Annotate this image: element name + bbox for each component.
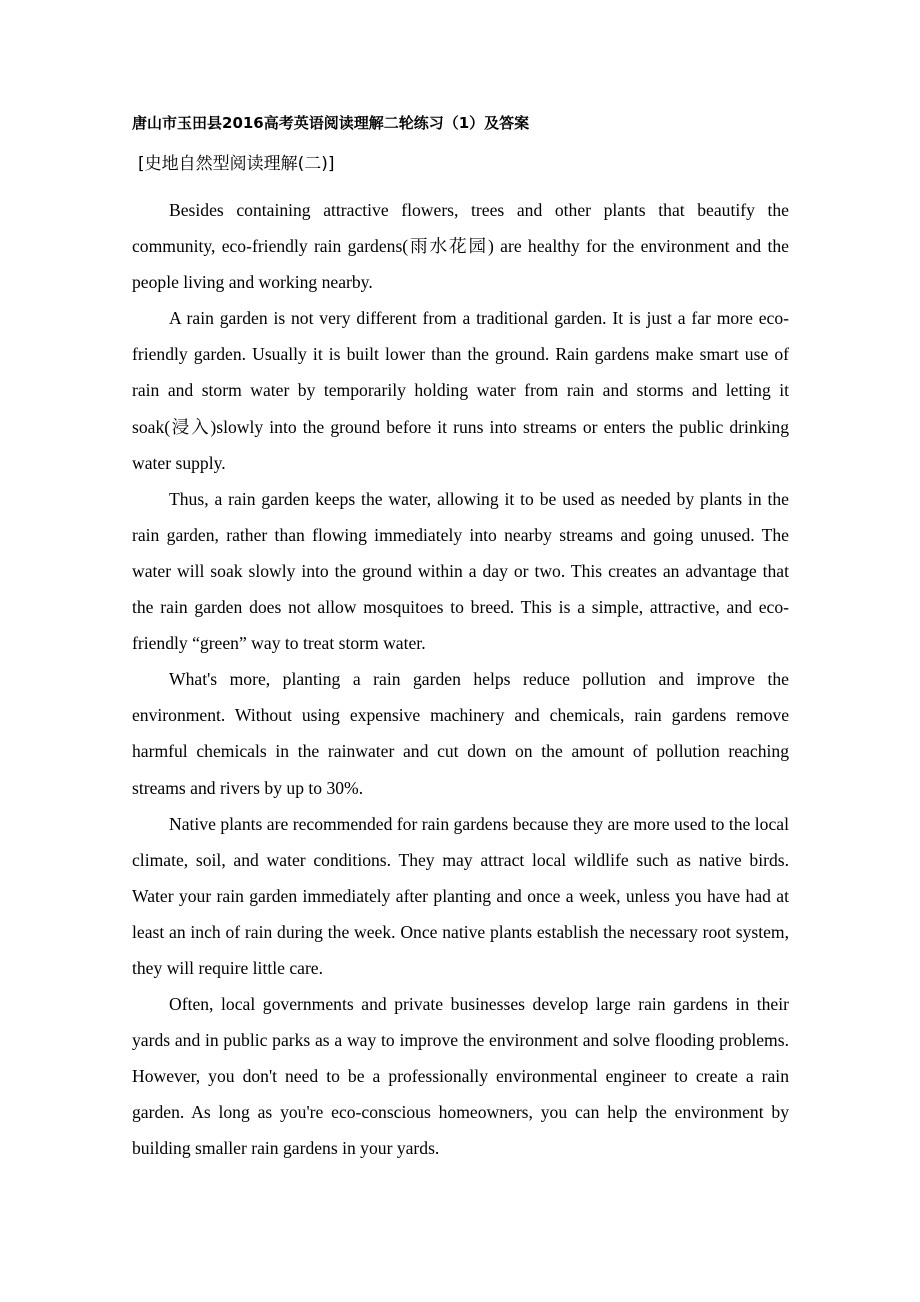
paragraph-4: What's more, planting a rain garden helps reduce pollution and improve the environment. Without using expensive machinery and chemicals, rain gardens remove harmful chemicals in the rainwater and cut down on the amount of pollution reaching streams and rivers by up to 30%. [132, 669, 789, 798]
paragraph-5: Native plants are recommended for rain gardens because they are more used to the local climate, soil, and water conditions. They may attract local wildlife such as native birds. Water your rain garden immediately after planting and once a week, unless you have had at least an inch of rain during the week. Once native plants establish the necessary root system, they will require little care. [132, 813, 789, 978]
section-label: [史地自然型阅读理解(二)] [138, 154, 335, 174]
paragraph-6: Often, local governments and private businesses develop large rain gardens in their yards and in public parks as a way to improve the environment and solve flooding problems. However, you don't need to be a professionally environmental engineer to create a rain garden. As long as you're eco-conscious homeowners, you can help the environment by building smaller rain gardens in your yards. [132, 994, 789, 1159]
paragraph-3: Thus, a rain garden keeps the water, allowing it to be used as needed by plants in the rain garden, rather than flowing immediately into nearby streams and going unused. The water will soak slowly into the ground within a day or two. This creates an advantage that the rain garden does not allow mosquitoes to breed. This is a simple, attractive, and eco-friendly “green” way to treat storm water. [132, 488, 789, 654]
article-body [132, 192, 789, 1167]
paragraph-2: A rain garden is not very different from a traditional garden. It is just a far more eco-friendly garden. Usually it is built lower than the ground. Rain gardens make smart use of rain and storm water by temporarily holding water from rain and storms and letting it soak(浸入)slowly into the ground before it runs into streams or enters the public drinking water supply. [132, 308, 789, 473]
document-title: 唐山市玉田县2016高考英语阅读理解二轮练习（1）及答案 [132, 114, 530, 132]
paragraph-1: Besides containing attractive flowers, trees and other plants that beautify the community, eco-friendly rain gardens(雨水花园) are healthy for the environment and the people living and working nearby. [132, 200, 789, 293]
